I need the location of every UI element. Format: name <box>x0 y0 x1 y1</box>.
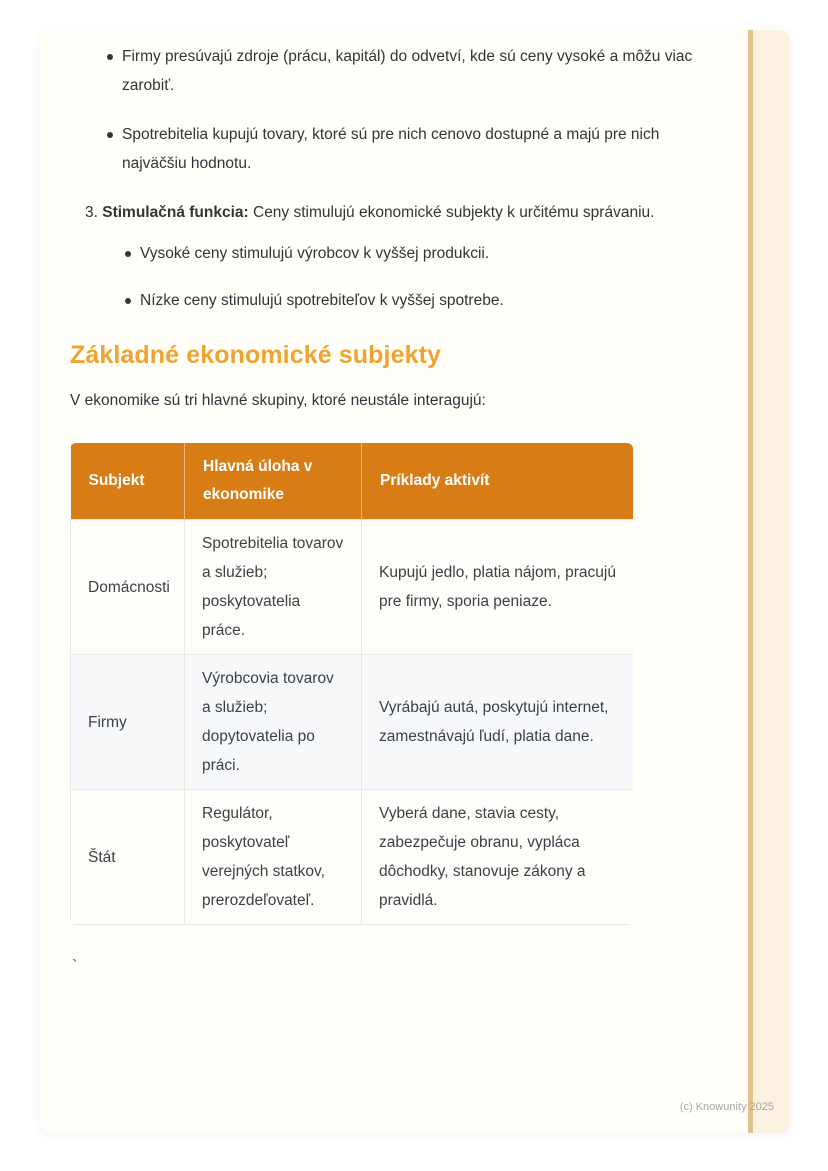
list-item: Firmy presúvajú zdroje (prácu, kapitál) do odvetví, kde sú ceny vysoké a môžu viac zarobiť. <box>122 42 702 100</box>
copyright-notice: (c) Knowunity 2025 <box>679 1101 774 1113</box>
table-cell: Vyberá dane, stavia cesty, zabezpečuje obranu, vypláca dôchodky, stanovuje zákony a pravidlá. <box>362 790 634 925</box>
table-cell: Regulátor, poskytovateľ verejných statkov, prerozdeľovateľ. <box>185 790 362 925</box>
table-header-row <box>71 443 634 520</box>
list-item: Spotrebitelia kupujú tovary, ktoré sú pre nich cenovo dostupné a majú pre nich najväčšiu hodnotu. <box>122 120 702 178</box>
list-number: 3. <box>85 204 98 221</box>
subjects-table-wrapper <box>70 443 633 925</box>
right-accent-stripe <box>748 30 753 1133</box>
table-cell: Firmy <box>71 655 185 790</box>
table-row <box>71 520 634 655</box>
table-cell: Štát <box>71 790 185 925</box>
column-header: Subjekt <box>71 443 185 520</box>
intro-bullet-list <box>70 42 710 178</box>
right-accent-panel <box>753 30 790 1133</box>
stray-backtick: ` <box>72 958 78 975</box>
list-item: Vysoké ceny stimulujú výrobcov k vyššej produkcii. <box>140 239 690 268</box>
document-page <box>40 30 790 1133</box>
column-header: Príklady aktivít <box>362 443 634 520</box>
bold-run: Stimulačná funkcia: <box>102 204 249 221</box>
table-cell: Vyrábajú autá, poskytujú internet, zamestnávajú ľudí, platia dane. <box>362 655 634 790</box>
table-cell: Domácnosti <box>71 520 185 655</box>
column-header: Hlavná úloha v ekonomike <box>185 443 362 520</box>
numbered-item-text <box>85 198 690 227</box>
intro-paragraph: V ekonomike sú tri hlavné skupiny, ktoré neustále interagujú: <box>70 392 486 409</box>
table-row <box>71 790 634 925</box>
table-cell: Výrobcovia tovarov a služieb; dopytovatelia po práci. <box>185 655 362 790</box>
document-content <box>70 42 730 975</box>
text-run: Ceny stimulujú ekonomické subjekty k určitému správaniu. <box>248 204 655 221</box>
numbered-item-3 <box>70 198 690 315</box>
subjects-table <box>70 443 633 925</box>
sub-bullet-list <box>105 239 690 315</box>
table-row <box>71 655 634 790</box>
section-heading: Základné ekonomické subjekty <box>70 341 442 369</box>
list-item: Nízke ceny stimulujú spotrebiteľov k vyššej spotrebe. <box>140 286 690 315</box>
table-cell: Kupujú jedlo, platia nájom, pracujú pre firmy, sporia peniaze. <box>362 520 634 655</box>
table-cell: Spotrebitelia tovarov a služieb; poskytovatelia práce. <box>185 520 362 655</box>
